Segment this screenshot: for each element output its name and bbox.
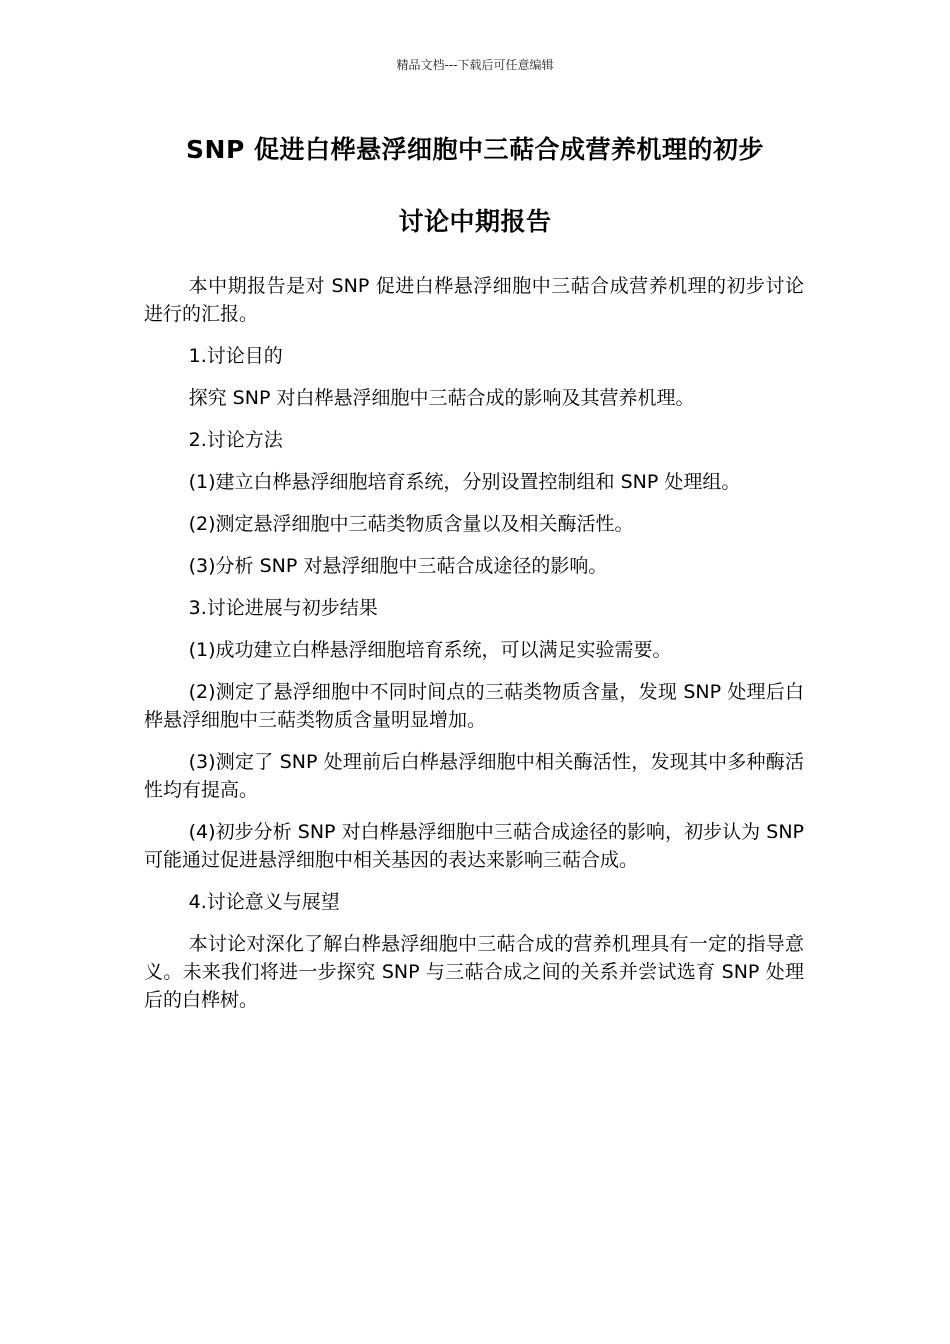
result-item-2: (2)测定了悬浮细胞中不同时间点的三萜类物质含量，发现 SNP 处理后白桦悬浮细胞中三萜类物质含量明显增加。 [144,681,804,731]
document-title [130,132,820,276]
result-item-1: (1)成功建立白桦悬浮细胞培育系统，可以满足实验需要。 [188,639,672,661]
title-line-2: 讨论中期报告 [398,207,552,236]
method-item-2: (2)测定悬浮细胞中三萜类物质含量以及相关酶活性。 [188,513,634,535]
section-heading-significance: 4.讨论意义与展望 [188,891,340,913]
method-item-1: (1)建立白桦悬浮细胞培育系统，分别设置控制组和 SNP 处理组。 [188,471,741,493]
intro-paragraph: 本中期报告是对 SNP 促进白桦悬浮细胞中三萜合成营养机理的初步讨论进行的汇报。 [144,275,804,325]
document-body [144,272,804,1028]
result-item-3: (3)测定了 SNP 处理前后白桦悬浮细胞中相关酶活性，发现其中多种酶活性均有提高。 [144,751,804,801]
section-heading-methods: 2.讨论方法 [188,429,283,451]
method-item-3: (3)分析 SNP 对悬浮细胞中三萜合成途径的影响。 [188,555,608,577]
title-line-1: SNP 促进白桦悬浮细胞中三萜合成营养机理的初步 [186,135,764,164]
section-heading-purpose: 1.讨论目的 [188,345,283,367]
section-heading-progress: 3.讨论进展与初步结果 [188,597,378,619]
significance-paragraph: 本讨论对深化了解白桦悬浮细胞中三萜合成的营养机理具有一定的指导意义。未来我们将进一步探究 SNP 与三萜合成之间的关系并尝试选育 SNP 处理后的白桦树。 [144,933,804,1011]
header-note: 精品文档---下载后可任意编辑 [396,58,554,72]
purpose-paragraph: 探究 SNP 对白桦悬浮细胞中三萜合成的影响及其营养机理。 [188,387,695,409]
result-item-4: (4)初步分析 SNP 对白桦悬浮细胞中三萜合成途径的影响，初步认为 SNP 可能通过促进悬浮细胞中相关基因的表达来影响三萜合成。 [144,821,804,871]
